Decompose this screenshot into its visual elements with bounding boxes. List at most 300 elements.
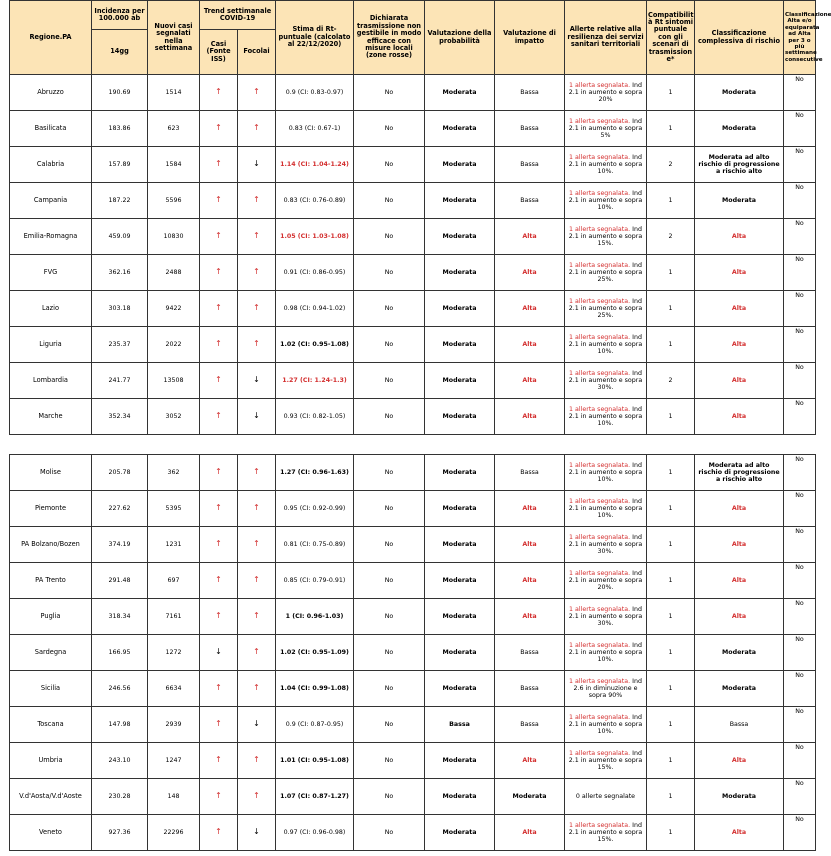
cell-declared: No <box>354 635 425 671</box>
cell-new-cases: 1584 <box>148 147 200 183</box>
cell-declared: No <box>354 599 425 635</box>
header-incidence: Incidenza per 100.000 ab <box>92 1 148 30</box>
cell-region: Liguria <box>10 327 92 363</box>
cell-declared: No <box>354 219 425 255</box>
cell-rt: 0.83 (CI: 0.76-0.89) <box>276 183 354 219</box>
cell-probability: Moderata <box>425 291 495 327</box>
cell-impact: Alta <box>495 363 565 399</box>
header-classification: Classificazione complessiva di rischio <box>695 1 784 75</box>
cell-outbreaks-trend <box>238 111 276 147</box>
cell-new-cases: 148 <box>148 779 200 815</box>
table-row <box>10 743 816 779</box>
table-row <box>10 527 816 563</box>
cell-compatibility: 2 <box>647 219 695 255</box>
cell-declared: No <box>354 743 425 779</box>
cell-new-cases: 2939 <box>148 707 200 743</box>
arrow-up-icon: ↑ <box>253 539 260 549</box>
risk-table-part-1 <box>9 0 831 435</box>
cell-rt: 0.9 (CI: 0.83-0.97) <box>276 75 354 111</box>
cell-outbreaks-trend <box>238 671 276 707</box>
alert-count: 1 allerta segnalata. <box>569 117 631 125</box>
cell-new-cases: 2488 <box>148 255 200 291</box>
cell-high-class: No <box>784 527 816 563</box>
cell-cases-trend <box>200 707 238 743</box>
arrow-up-icon: ↑ <box>215 755 222 765</box>
cell-classification: Alta <box>695 599 784 635</box>
cell-outbreaks-trend <box>238 779 276 815</box>
cell-high-class: No <box>784 815 816 851</box>
arrow-up-icon: ↑ <box>215 159 222 169</box>
cell-impact: Bassa <box>495 75 565 111</box>
arrow-up-icon: ↑ <box>215 123 222 133</box>
cell-high-class: No <box>784 455 816 491</box>
arrow-up-icon: ↑ <box>215 195 222 205</box>
table-header <box>10 1 831 75</box>
cell-outbreaks-trend <box>238 291 276 327</box>
alert-detail: Ind 2.1 in aumento e sopra 20%. <box>568 569 643 592</box>
cell-impact: Alta <box>495 563 565 599</box>
cell-incidence: 157.89 <box>92 147 148 183</box>
cell-new-cases: 13508 <box>148 363 200 399</box>
cell-region: Veneto <box>10 815 92 851</box>
cell-incidence: 205.78 <box>92 455 148 491</box>
arrow-down-icon: ↓ <box>253 719 260 729</box>
cell-outbreaks-trend <box>238 219 276 255</box>
cell-new-cases: 5596 <box>148 183 200 219</box>
cell-compatibility: 1 <box>647 111 695 147</box>
cell-compatibility: 1 <box>647 815 695 851</box>
arrow-down-icon: ↓ <box>215 647 222 657</box>
table-row <box>10 363 816 399</box>
alert-count: 1 allerta segnalata. <box>569 461 631 469</box>
cell-rt: 1.02 (CI: 0.95-1.09) <box>276 635 354 671</box>
cell-incidence: 303.18 <box>92 291 148 327</box>
cell-cases-trend <box>200 219 238 255</box>
cell-high-class: No <box>784 671 816 707</box>
cell-classification: Alta <box>695 527 784 563</box>
cell-declared: No <box>354 75 425 111</box>
arrow-up-icon: ↑ <box>253 683 260 693</box>
table-row <box>10 491 816 527</box>
header-cases: Casi (Fonte ISS) <box>200 30 238 75</box>
cell-incidence: 241.77 <box>92 363 148 399</box>
cell-region: PA Trento <box>10 563 92 599</box>
cell-probability: Moderata <box>425 491 495 527</box>
cell-incidence: 291.48 <box>92 563 148 599</box>
cell-new-cases: 5395 <box>148 491 200 527</box>
cell-rt: 0.93 (CI: 0.82-1.05) <box>276 399 354 435</box>
cell-probability: Moderata <box>425 743 495 779</box>
cell-probability: Bassa <box>425 707 495 743</box>
header-alerts: Allerte relative alla resilienza dei servizi sanitari territoriali <box>565 1 647 75</box>
cell-outbreaks-trend <box>238 815 276 851</box>
cell-declared: No <box>354 815 425 851</box>
cell-probability: Moderata <box>425 219 495 255</box>
alert-count: 1 allerta segnalata. <box>569 605 631 613</box>
cell-outbreaks-trend <box>238 75 276 111</box>
cell-compatibility: 1 <box>647 743 695 779</box>
arrow-up-icon: ↑ <box>253 195 260 205</box>
cell-new-cases: 9422 <box>148 291 200 327</box>
cell-rt: 1.04 (CI: 0.99-1.08) <box>276 671 354 707</box>
cell-probability: Moderata <box>425 671 495 707</box>
arrow-up-icon: ↑ <box>253 303 260 313</box>
cell-cases-trend <box>200 255 238 291</box>
arrow-up-icon: ↑ <box>253 791 260 801</box>
cell-classification: Moderata ad alto rischio di progressione a rischio alto <box>695 147 784 183</box>
cell-declared: No <box>354 363 425 399</box>
header-outbreaks: Focolai <box>238 30 276 75</box>
cell-alerts <box>565 563 647 599</box>
alert-detail: Ind 2.1 in aumento e sopra 10%. <box>568 189 643 212</box>
cell-high-class: No <box>784 563 816 599</box>
alert-count: 1 allerta segnalata. <box>569 225 631 233</box>
cell-declared: No <box>354 491 425 527</box>
cell-probability: Moderata <box>425 455 495 491</box>
alert-detail: Ind 2.1 in aumento e sopra 30%. <box>568 369 643 392</box>
cell-cases-trend <box>200 743 238 779</box>
cell-alerts <box>565 183 647 219</box>
alert-detail: Ind 2.1 in aumento e sopra 5% <box>568 117 643 140</box>
header-compatibility: Compatibilit à Rt sintomi puntuale con gli scenari di trasmission e* <box>647 1 695 75</box>
cell-region: Emilia-Romagna <box>10 219 92 255</box>
cell-outbreaks-trend <box>238 255 276 291</box>
arrow-up-icon: ↑ <box>253 503 260 513</box>
alert-count: 1 allerta segnalata. <box>569 153 631 161</box>
cell-declared: No <box>354 779 425 815</box>
cell-high-class: No <box>784 399 816 435</box>
cell-high-class: No <box>784 707 816 743</box>
cell-cases-trend <box>200 671 238 707</box>
cell-impact: Alta <box>495 743 565 779</box>
header-impact: Valutazione di impatto <box>495 1 565 75</box>
cell-compatibility: 1 <box>647 291 695 327</box>
alert-detail: Ind 2.1 in aumento e sopra 10%. <box>568 461 643 484</box>
cell-compatibility: 1 <box>647 527 695 563</box>
arrow-up-icon: ↑ <box>253 231 260 241</box>
cell-classification: Alta <box>695 491 784 527</box>
cell-classification: Moderata <box>695 75 784 111</box>
cell-rt: 1.05 (CI: 1.03-1.08) <box>276 219 354 255</box>
alert-detail: Ind 2.1 in aumento e sopra 25%. <box>568 261 643 284</box>
cell-rt: 1.07 (CI: 0.87-1.27) <box>276 779 354 815</box>
alert-count: 1 allerta segnalata. <box>569 189 631 197</box>
cell-outbreaks-trend <box>238 743 276 779</box>
table-row <box>10 327 816 363</box>
cell-alerts <box>565 399 647 435</box>
cell-classification: Alta <box>695 399 784 435</box>
arrow-up-icon: ↑ <box>253 647 260 657</box>
alert-detail: Ind 2.6 in diminuzione e sopra 90% <box>573 677 642 700</box>
arrow-up-icon: ↑ <box>253 611 260 621</box>
arrow-up-icon: ↑ <box>215 267 222 277</box>
cell-classification: Alta <box>695 291 784 327</box>
cell-probability: Moderata <box>425 563 495 599</box>
cell-impact: Alta <box>495 815 565 851</box>
cell-high-class: No <box>784 75 816 111</box>
alert-detail: Ind 2.1 in aumento e sopra 10%. <box>568 497 643 520</box>
cell-impact: Bassa <box>495 707 565 743</box>
arrow-up-icon: ↑ <box>215 231 222 241</box>
cell-compatibility: 1 <box>647 707 695 743</box>
cell-incidence: 243.10 <box>92 743 148 779</box>
cell-probability: Moderata <box>425 779 495 815</box>
arrow-up-icon: ↑ <box>215 411 222 421</box>
cell-probability: Moderata <box>425 111 495 147</box>
arrow-up-icon: ↑ <box>215 87 222 97</box>
cell-rt: 0.85 (CI: 0.79-0.91) <box>276 563 354 599</box>
cell-impact: Alta <box>495 527 565 563</box>
cell-incidence: 318.34 <box>92 599 148 635</box>
alert-detail: Ind 2.1 in aumento e sopra 30%. <box>568 605 643 628</box>
cell-probability: Moderata <box>425 327 495 363</box>
table-row <box>10 635 816 671</box>
cell-region: V.d'Aosta/V.d'Aoste <box>10 779 92 815</box>
cell-cases-trend <box>200 183 238 219</box>
cell-impact: Bassa <box>495 671 565 707</box>
cell-impact: Alta <box>495 219 565 255</box>
cell-high-class: No <box>784 111 816 147</box>
cell-new-cases: 623 <box>148 111 200 147</box>
cell-rt: 0.91 (CI: 0.86-0.95) <box>276 255 354 291</box>
cell-alerts <box>565 707 647 743</box>
alert-count: 1 allerta segnalata. <box>569 81 631 89</box>
cell-region: Basilicata <box>10 111 92 147</box>
cell-probability: Moderata <box>425 75 495 111</box>
cell-outbreaks-trend <box>238 455 276 491</box>
cell-cases-trend <box>200 815 238 851</box>
cell-impact: Alta <box>495 491 565 527</box>
table-row <box>10 183 816 219</box>
cell-compatibility: 1 <box>647 671 695 707</box>
cell-cases-trend <box>200 363 238 399</box>
cell-high-class: No <box>784 743 816 779</box>
cell-incidence: 230.28 <box>92 779 148 815</box>
cell-outbreaks-trend <box>238 599 276 635</box>
cell-cases-trend <box>200 75 238 111</box>
cell-high-class: No <box>784 219 816 255</box>
alert-detail: Ind 2.1 in aumento e sopra 10%. <box>568 333 643 356</box>
arrow-up-icon: ↑ <box>215 719 222 729</box>
alert-detail: 0 allerte segnalate <box>575 792 636 800</box>
alert-detail: Ind 2.1 in aumento e sopra 10%. <box>568 405 643 428</box>
cell-rt: 0.98 (CI: 0.94-1.02) <box>276 291 354 327</box>
arrow-up-icon: ↑ <box>215 303 222 313</box>
cell-declared: No <box>354 327 425 363</box>
cell-classification: Alta <box>695 327 784 363</box>
cell-compatibility: 2 <box>647 363 695 399</box>
arrow-up-icon: ↑ <box>215 791 222 801</box>
arrow-down-icon: ↓ <box>253 411 260 421</box>
cell-high-class: No <box>784 183 816 219</box>
alert-count: 1 allerta segnalata. <box>569 261 631 269</box>
header-region: Regione.PA <box>10 1 92 75</box>
cell-probability: Moderata <box>425 815 495 851</box>
alert-detail: Ind 2.1 in aumento e sopra 30%. <box>568 533 643 556</box>
cell-rt: 1.02 (CI: 0.95-1.08) <box>276 327 354 363</box>
cell-incidence: 352.34 <box>92 399 148 435</box>
cell-region: Sicilia <box>10 671 92 707</box>
cell-outbreaks-trend <box>238 327 276 363</box>
table-row <box>10 563 816 599</box>
cell-incidence: 927.36 <box>92 815 148 851</box>
cell-incidence: 459.09 <box>92 219 148 255</box>
alert-count: 1 allerta segnalata. <box>569 713 631 721</box>
cell-compatibility: 1 <box>647 779 695 815</box>
cell-alerts <box>565 815 647 851</box>
cell-cases-trend <box>200 111 238 147</box>
alert-detail: Ind 2.1 in aumento e sopra 20% <box>568 81 643 104</box>
cell-new-cases: 1247 <box>148 743 200 779</box>
table-body-2 <box>10 455 816 851</box>
cell-new-cases: 22296 <box>148 815 200 851</box>
cell-impact: Bassa <box>495 183 565 219</box>
cell-classification: Alta <box>695 363 784 399</box>
cell-compatibility: 1 <box>647 183 695 219</box>
cell-classification: Alta <box>695 219 784 255</box>
alert-count: 1 allerta segnalata. <box>569 369 631 377</box>
cell-rt: 0.9 (CI: 0.87-0.95) <box>276 707 354 743</box>
alert-count: 1 allerta segnalata. <box>569 497 631 505</box>
alert-count: 1 allerta segnalata. <box>569 641 631 649</box>
cell-compatibility: 2 <box>647 147 695 183</box>
cell-region: Molise <box>10 455 92 491</box>
cell-rt: 0.81 (CI: 0.75-0.89) <box>276 527 354 563</box>
alert-detail: Ind 2.1 in aumento e sopra 10%. <box>568 641 643 664</box>
cell-alerts <box>565 779 647 815</box>
cell-declared: No <box>354 707 425 743</box>
cell-probability: Moderata <box>425 363 495 399</box>
cell-cases-trend <box>200 291 238 327</box>
cell-declared: No <box>354 147 425 183</box>
table-row <box>10 399 816 435</box>
header-probability: Valutazione della probabilità <box>425 1 495 75</box>
cell-region: Marche <box>10 399 92 435</box>
cell-high-class: No <box>784 635 816 671</box>
cell-alerts <box>565 455 647 491</box>
cell-cases-trend <box>200 635 238 671</box>
cell-new-cases: 3052 <box>148 399 200 435</box>
cell-alerts <box>565 111 647 147</box>
cell-incidence: 227.62 <box>92 491 148 527</box>
cell-alerts <box>565 219 647 255</box>
cell-alerts <box>565 599 647 635</box>
cell-declared: No <box>354 671 425 707</box>
header-new-cases: Nuovi casi segnalati nella settimana <box>148 1 200 75</box>
cell-new-cases: 1272 <box>148 635 200 671</box>
alert-detail: Ind 2.1 in aumento e sopra 15%. <box>568 821 643 844</box>
header-rt: Stima di Rt- puntuale (calcolato al 22/12/2020) <box>276 1 354 75</box>
cell-high-class: No <box>784 491 816 527</box>
cell-declared: No <box>354 291 425 327</box>
table-row <box>10 707 816 743</box>
cell-declared: No <box>354 183 425 219</box>
table-row <box>10 779 816 815</box>
cell-new-cases: 362 <box>148 455 200 491</box>
arrow-up-icon: ↑ <box>215 503 222 513</box>
cell-cases-trend <box>200 147 238 183</box>
cell-compatibility: 1 <box>647 599 695 635</box>
cell-classification: Moderata <box>695 183 784 219</box>
cell-new-cases: 7161 <box>148 599 200 635</box>
cell-impact: Alta <box>495 599 565 635</box>
alert-detail: Ind 2.1 in aumento e sopra 15%. <box>568 225 643 248</box>
arrow-up-icon: ↑ <box>215 683 222 693</box>
header-high-class: Classificazione Alta e/o equiparata ad Alta per 3 o più settimane consecutive <box>784 1 816 75</box>
cell-alerts <box>565 75 647 111</box>
arrow-down-icon: ↓ <box>253 375 260 385</box>
cell-outbreaks-trend <box>238 635 276 671</box>
alert-detail: Ind 2.1 in aumento e sopra 10%. <box>568 713 643 736</box>
arrow-up-icon: ↑ <box>215 339 222 349</box>
cell-region: PA Bolzano/Bozen <box>10 527 92 563</box>
cell-impact: Bassa <box>495 455 565 491</box>
header-incidence-sub: 14gg <box>92 30 148 75</box>
cell-cases-trend <box>200 779 238 815</box>
cell-classification: Moderata <box>695 779 784 815</box>
cell-impact: Alta <box>495 327 565 363</box>
arrow-up-icon: ↑ <box>215 827 222 837</box>
cell-incidence: 183.86 <box>92 111 148 147</box>
cell-outbreaks-trend <box>238 183 276 219</box>
cell-classification: Alta <box>695 743 784 779</box>
arrow-up-icon: ↑ <box>253 87 260 97</box>
cell-new-cases: 6634 <box>148 671 200 707</box>
cell-region: Campania <box>10 183 92 219</box>
cell-region: Umbria <box>10 743 92 779</box>
arrow-down-icon: ↓ <box>253 159 260 169</box>
arrow-up-icon: ↑ <box>253 467 260 477</box>
cell-classification: Alta <box>695 815 784 851</box>
cell-impact: Bassa <box>495 635 565 671</box>
header-trend: Trend settimanale COVID-19 <box>200 1 276 30</box>
arrow-up-icon: ↑ <box>215 375 222 385</box>
cell-new-cases: 1514 <box>148 75 200 111</box>
cell-rt: 1.27 (CI: 1.24-1.3) <box>276 363 354 399</box>
cell-probability: Moderata <box>425 147 495 183</box>
cell-high-class: No <box>784 779 816 815</box>
cell-outbreaks-trend <box>238 147 276 183</box>
cell-region: Toscana <box>10 707 92 743</box>
cell-probability: Moderata <box>425 635 495 671</box>
cell-cases-trend <box>200 599 238 635</box>
risk-table-part-2 <box>9 454 816 851</box>
cell-cases-trend <box>200 327 238 363</box>
cell-region: Piemonte <box>10 491 92 527</box>
table-row <box>10 75 816 111</box>
alert-count: 1 allerta segnalata. <box>569 749 631 757</box>
alert-count: 1 allerta segnalata. <box>569 333 631 341</box>
cell-new-cases: 10830 <box>148 219 200 255</box>
cell-high-class: No <box>784 363 816 399</box>
arrow-up-icon: ↑ <box>253 755 260 765</box>
cell-alerts <box>565 527 647 563</box>
cell-incidence: 246.56 <box>92 671 148 707</box>
cell-probability: Moderata <box>425 599 495 635</box>
cell-alerts <box>565 327 647 363</box>
table-row <box>10 455 816 491</box>
cell-new-cases: 1231 <box>148 527 200 563</box>
cell-rt: 1.27 (CI: 0.96-1.63) <box>276 455 354 491</box>
cell-outbreaks-trend <box>238 527 276 563</box>
arrow-up-icon: ↑ <box>253 575 260 585</box>
cell-alerts <box>565 671 647 707</box>
cell-region: Calabria <box>10 147 92 183</box>
cell-cases-trend <box>200 527 238 563</box>
alert-count: 1 allerta segnalata. <box>569 821 631 829</box>
alert-detail: Ind 2.1 in aumento e sopra 10%. <box>568 153 643 176</box>
cell-high-class: No <box>784 255 816 291</box>
